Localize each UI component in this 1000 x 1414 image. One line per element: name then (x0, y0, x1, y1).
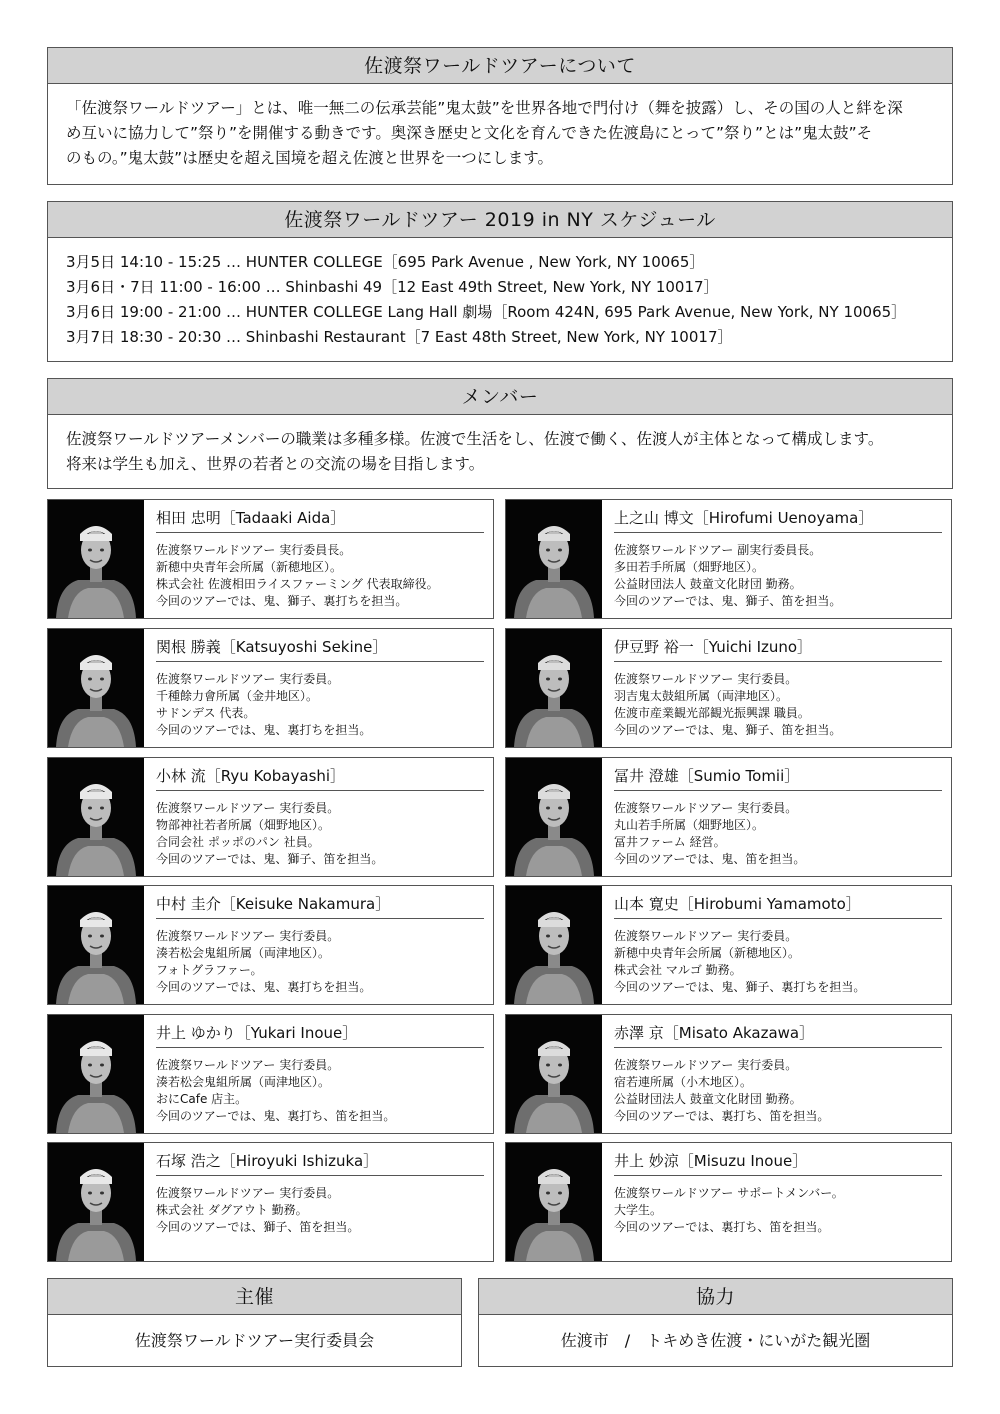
member-description-line: 今回のツアーでは、裏打ち、笛を担当。 (614, 1109, 830, 1123)
member-description-line: 佐渡祭ワールドツアー 実行委員。 (614, 929, 798, 943)
member-description-line: 今回のツアーでは、鬼、獅子、笛を担当。 (614, 594, 842, 608)
member-description-line: 佐渡祭ワールドツアー サポートメンバー。 (614, 1186, 844, 1200)
cooperation-box (478, 1278, 953, 1367)
about-section (47, 47, 953, 185)
member-description-line: 千種餘力會所属（金井地区）。 (156, 689, 319, 703)
members-title: メンバー (48, 379, 952, 415)
schedule-item: 3月6日 19:00 - 21:00 … HUNTER COLLEGE Lang Hall 劇場［Room 424N, 695 Park Avenue, New York, NY 10065］ (66, 303, 907, 321)
member-description (614, 928, 950, 996)
member-description-line: 今回のツアーでは、鬼、裏打ちを担当。 (156, 980, 372, 994)
member-description-line: 今回のツアーでは、裏打ち、笛を担当。 (614, 1220, 830, 1234)
member-description-line: 丸山若手所属（畑野地区）。 (614, 818, 765, 832)
member-photo (506, 500, 602, 618)
schedule-item: 3月5日 14:10 - 15:25 … HUNTER COLLEGE［695 Park Avenue , New York, NY 10065］ (66, 253, 705, 271)
member-photo (506, 886, 602, 1004)
member-description-line: 公益財団法人 鼓童文化財団 勤務。 (614, 1092, 802, 1106)
member-description-line: 新穂中央青年会所属（新穂地区）。 (614, 946, 801, 960)
member-description-line: おにCafe 店主。 (156, 1092, 248, 1106)
member-name: 石塚 浩之［Hiroyuki Ishizuka］ (156, 1150, 484, 1176)
member-card (47, 757, 494, 877)
member-card (505, 628, 952, 748)
member-description-line: 多田若手所属（畑野地区）。 (614, 560, 765, 574)
member-description-line: 佐渡市産業観光部観光振興課 職員。 (614, 706, 810, 720)
member-card (47, 499, 494, 619)
member-description (156, 928, 492, 996)
organizer-title: 主催 (48, 1279, 461, 1315)
member-description-line: 冨井ファーム 経営。 (614, 835, 726, 849)
schedule-title: 佐渡祭ワールドツアー 2019 in NY スケジュール (48, 202, 952, 238)
member-description-line: 佐渡祭ワールドツアー 実行委員。 (156, 672, 340, 686)
member-card (47, 1014, 494, 1134)
member-description (614, 800, 950, 868)
member-description (156, 542, 492, 610)
member-card (47, 1142, 494, 1262)
schedule-section (47, 201, 953, 362)
member-name: 伊豆野 裕一［Yuichi Izuno］ (614, 636, 942, 662)
member-description-line: 株式会社 マルゴ 勤務。 (614, 963, 742, 977)
member-description-line: 湊若松会鬼組所属（両津地区）。 (156, 1075, 331, 1089)
member-description-line: サドンデス 代表。 (156, 706, 256, 720)
member-description (614, 671, 950, 739)
member-photo (48, 500, 144, 618)
member-description (156, 1057, 492, 1125)
member-description-line: 羽吉鬼太鼓組所属（両津地区）。 (614, 689, 789, 703)
about-text (66, 96, 941, 171)
cooperation-text: 佐渡市 / トキめき佐渡・にいがた観光圏 (560, 1331, 871, 1350)
member-photo (48, 1143, 144, 1261)
member-description-line: 株式会社 佐渡相田ライスファーミング 代表取締役。 (156, 577, 439, 591)
member-card (505, 1142, 952, 1262)
member-name: 山本 寛史［Hirobumi Yamamoto］ (614, 893, 942, 919)
organizer-box (47, 1278, 462, 1367)
member-card (47, 628, 494, 748)
member-photo (506, 629, 602, 747)
members-section (47, 378, 953, 489)
about-line: のもの。”鬼太鼓”は歴史を超え国境を超え佐渡と世界を一つにします。 (66, 149, 553, 167)
member-photo (48, 1015, 144, 1133)
member-name: 上之山 博文［Hirofumi Uenoyama］ (614, 507, 942, 533)
member-description (614, 1057, 950, 1125)
about-line: め互いに協力して”祭り”を開催する動きです。奥深き歴史と文化を育んできた佐渡島にとって”祭り”とは”鬼太鼓”そ (66, 124, 873, 142)
member-description-line: 今回のツアーでは、獅子、笛を担当。 (156, 1220, 360, 1234)
member-description-line: 今回のツアーでは、鬼、獅子、裏打ちを担当。 (614, 980, 866, 994)
member-description-line: 湊若松会鬼組所属（両津地区）。 (156, 946, 331, 960)
member-name: 赤澤 京［Misato Akazawa］ (614, 1022, 942, 1048)
cooperation-title: 協力 (479, 1279, 952, 1315)
member-name: 井上 妙涼［Misuzu Inoue］ (614, 1150, 942, 1176)
member-description-line: 佐渡祭ワールドツアー 実行委員。 (614, 672, 798, 686)
member-name: 関根 勝義［Katsuyoshi Sekine］ (156, 636, 484, 662)
schedule-item: 3月6日・7日 11:00 - 16:00 … Shinbashi 49［12 East 49th Street, New York, NY 10017］ (66, 278, 719, 296)
member-card (505, 1014, 952, 1134)
member-card (505, 885, 952, 1005)
member-description (614, 542, 950, 610)
member-photo (48, 758, 144, 876)
members-intro-line: 将来は学生も加え、世界の若者との交流の場を目指します。 (66, 455, 485, 473)
member-photo (48, 629, 144, 747)
member-description-line: 佐渡祭ワールドツアー 実行委員。 (614, 801, 798, 815)
member-description (156, 671, 492, 739)
member-description (156, 800, 492, 868)
member-card (505, 757, 952, 877)
member-description-line: 宿若連所属（小木地区）。 (614, 1075, 753, 1089)
member-description-line: 佐渡祭ワールドツアー 実行委員。 (156, 1186, 340, 1200)
member-card (505, 499, 952, 619)
organizer-text: 佐渡祭ワールドツアー実行委員会 (134, 1331, 375, 1350)
member-name: 冨井 澄雄［Sumio Tomii］ (614, 765, 942, 791)
member-description-line: 佐渡祭ワールドツアー 実行委員。 (614, 1058, 798, 1072)
about-line: 「佐渡祭ワールドツアー」とは、唯一無二の伝承芸能”鬼太鼓”を世界各地で門付け（舞を披露）し、その国の人と絆を深 (66, 99, 903, 117)
member-description-line: 大学生。 (614, 1203, 663, 1217)
schedule-item: 3月7日 18:30 - 20:30 … Shinbashi Restaurant［7 East 48th Street, New York, NY 10017］ (66, 328, 733, 346)
member-description-line: 合同会社 ポッポのパン 社員。 (156, 835, 320, 849)
member-name: 小林 流［Ryu Kobayashi］ (156, 765, 484, 791)
member-description-line: 今回のツアーでは、鬼、獅子、笛を担当。 (614, 723, 842, 737)
member-description (156, 1185, 492, 1236)
about-title: 佐渡祭ワールドツアーについて (48, 48, 952, 84)
member-description-line: 株式会社 ダグアウト 勤務。 (156, 1203, 308, 1217)
member-description-line: 新穂中央青年会所属（新穂地区）。 (156, 560, 343, 574)
member-description (614, 1185, 950, 1236)
member-name: 相田 忠明［Tadaaki Aida］ (156, 507, 484, 533)
member-description-line: 佐渡祭ワールドツアー 副実行委員長。 (614, 543, 822, 557)
member-description-line: 今回のツアーでは、鬼、裏打ちを担当。 (156, 723, 372, 737)
member-description-line: 公益財団法人 鼓童文化財団 勤務。 (614, 577, 802, 591)
member-description-line: 今回のツアーでは、鬼、笛を担当。 (614, 852, 806, 866)
schedule-list (66, 250, 946, 350)
member-name: 中村 圭介［Keisuke Nakamura］ (156, 893, 484, 919)
member-description-line: 今回のツアーでは、鬼、裏打ち、笛を担当。 (156, 1109, 396, 1123)
member-photo (506, 1015, 602, 1133)
member-description-line: 佐渡祭ワールドツアー 実行委員。 (156, 929, 340, 943)
member-card (47, 885, 494, 1005)
member-photo (506, 758, 602, 876)
member-description-line: 今回のツアーでは、鬼、獅子、裏打ちを担当。 (156, 594, 408, 608)
member-photo (506, 1143, 602, 1261)
member-description-line: 佐渡祭ワールドツアー 実行委員。 (156, 801, 340, 815)
member-photo (48, 886, 144, 1004)
member-description-line: 佐渡祭ワールドツアー 実行委員。 (156, 1058, 340, 1072)
member-description-line: フォトグラファー。 (156, 963, 263, 977)
member-description-line: 物部神社若者所属（畑野地区）。 (156, 818, 331, 832)
member-description-line: 今回のツアーでは、鬼、獅子、笛を担当。 (156, 852, 384, 866)
members-intro-line: 佐渡祭ワールドツアーメンバーの職業は多種多様。佐渡で生活をし、佐渡で働く、佐渡人が主体となって構成します。 (66, 430, 884, 448)
member-name: 井上 ゆかり［Yukari Inoue］ (156, 1022, 484, 1048)
members-intro (66, 427, 941, 477)
member-description-line: 佐渡祭ワールドツアー 実行委員長。 (156, 543, 352, 557)
